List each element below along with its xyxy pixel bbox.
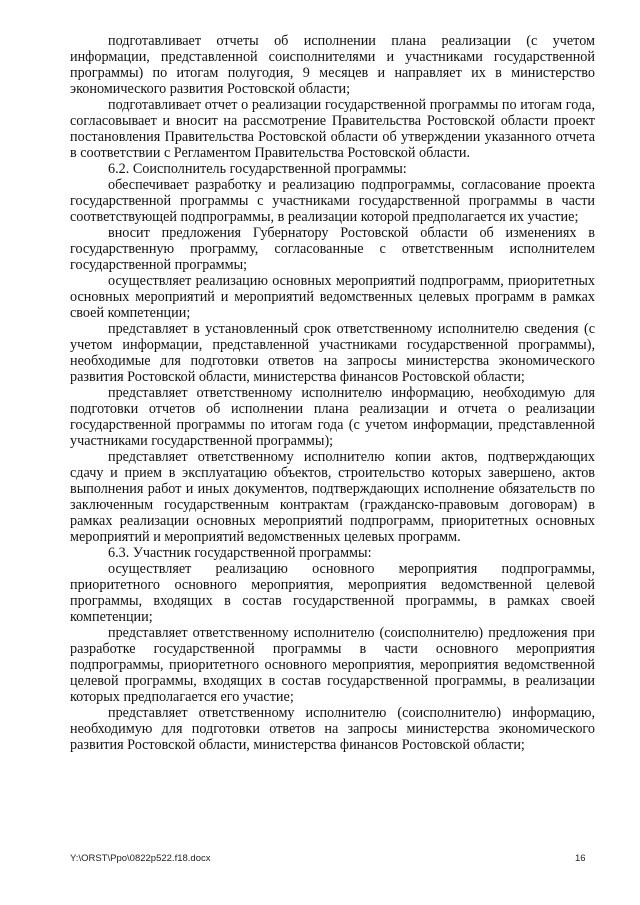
paragraph-8: представляет ответственному исполнителю копии актов, подтверждающих сдачу и прием в эксплуатацию объектов, строительство которых завершено, актов выполнения работ и иных документов, подтверждающих исполнение обязательств по заключенным государственным контрактам (гражданско-правовым договорам) в рамках реализации основных мероприятий подпрограмм, приоритетных основных мероприятий и мероприятий ведомственных целевых программ.	[70, 449, 595, 545]
page-number: 16	[575, 853, 586, 864]
paragraph-10: представляет ответственному исполнителю (соисполнителю) предложения при разработке государственной программы в части основного мероприятия подпрограммы, приоритетного основного мероприятия, мероприятия ведомственной целевой программы, входящих в состав государственной программы, в реализации которых предполагается его участие;	[70, 625, 595, 705]
paragraph-6: представляет в установленный срок ответственному исполнителю сведения (с учетом информации, представленной участниками государственной программы), необходимые для подготовки ответов на запросы министерства экономического развития Ростовской области, министерства финансов Ростовской области;	[70, 321, 595, 385]
footer-file-path: Y:\ORST\Ppo\0822p522.f18.docx	[70, 853, 211, 864]
paragraph-7: представляет ответственному исполнителю информацию, необходимую для подготовки отчетов об исполнении плана реализации и отчета о реализации государственной программы по итогам года (с учетом информации, представленной участниками государственной программы);	[70, 385, 595, 449]
paragraph-4: вносит предложения Губернатору Ростовской области об изменениях в государственную программу, согласованные с ответственным исполнителем государственной программы;	[70, 225, 595, 273]
paragraph-2: подготавливает отчет о реализации государственной программы по итогам года, согласовывает и вносит на рассмотрение Правительства Ростовской области проект постановления Правительства Ростовской области об утверждении указанного отчета в соответствии с Регламентом Правительства Ростовской области.	[70, 97, 595, 161]
paragraph-5: осуществляет реализацию основных мероприятий подпрограмм, приоритетных основных мероприятий и мероприятий ведомственных целевых программ в рамках своей компетенции;	[70, 273, 595, 321]
section-heading-6-2: 6.2. Соисполнитель государственной программы:	[108, 161, 407, 177]
section-heading-6-3: 6.3. Участник государственной программы:	[108, 545, 372, 561]
document-body	[70, 33, 595, 753]
paragraph-3: обеспечивает разработку и реализацию подпрограммы, согласование проекта государственной программы с участниками государственной программы в части соответствующей подпрограммы, в реализации которой предполагается их участие;	[70, 177, 595, 225]
paragraph-1: подготавливает отчеты об исполнении плана реализации (с учетом информации, представленной соисполнителями и участниками государственной программы) по итогам полугодия, 9 месяцев и направляет их в министерство экономического развития Ростовской области;	[70, 33, 595, 97]
paragraph-9: осуществляет реализацию основного мероприятия подпрограммы, приоритетного основного мероприятия, мероприятия ведомственной целевой программы, входящих в состав государственной программы, в рамках своей компетенции;	[70, 561, 595, 625]
paragraph-11: представляет ответственному исполнителю (соисполнителю) информацию, необходимую для подготовки ответов на запросы министерства экономического развития Ростовской области, министерства финансов Ростовской области;	[70, 705, 595, 753]
